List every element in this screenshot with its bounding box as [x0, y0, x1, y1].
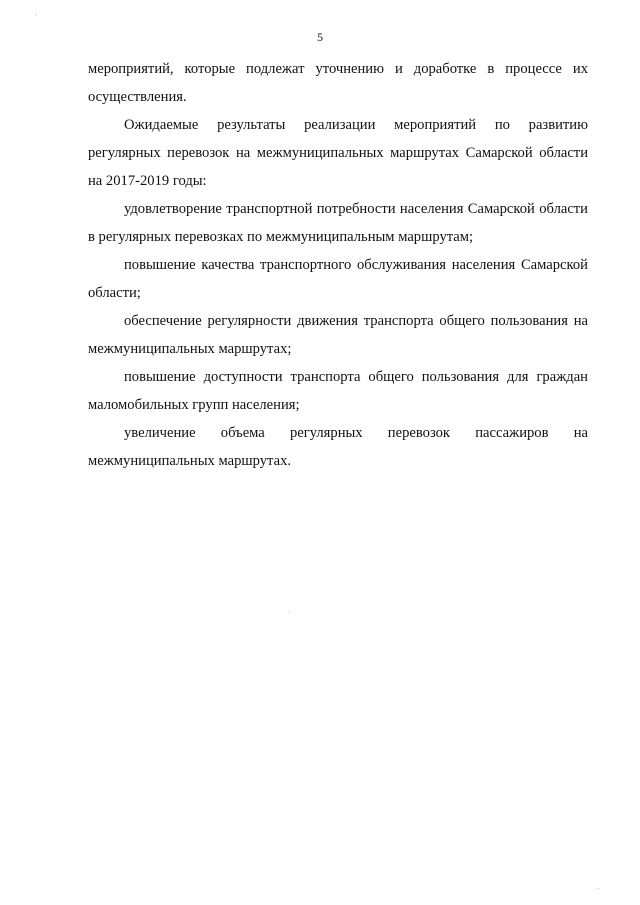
- page-number: 5: [317, 30, 323, 44]
- paragraph-expected-results: Ожидаемые результаты реализации мероприятий по развитию регулярных перевозок на межмуниципальных маршрутах Самарской области на 2017-2019 годы:: [88, 117, 588, 189]
- list-item-accessibility: повышение доступности транспорта общего пользования для граждан маломобильных групп населения;: [88, 369, 588, 413]
- document-body: [88, 55, 588, 475]
- scan-speck: [289, 612, 290, 613]
- list-item-transport-needs: удовлетворение транспортной потребности населения Самарской области в регулярных перевозках по межмуниципальным маршрутам;: [88, 201, 588, 245]
- list-item-volume-increase: увеличение объема регулярных перевозок пассажиров на межмуниципальных маршрутах.: [88, 425, 588, 469]
- list-item-service-quality: повышение качества транспортного обслуживания населения Самарской области;: [88, 257, 588, 301]
- paragraph-continuation: мероприятий, которые подлежат уточнению и доработке в процессе их осуществления.: [88, 61, 588, 105]
- scan-speck: [598, 888, 599, 889]
- scan-speck: [36, 14, 37, 15]
- list-item-regularity: обеспечение регулярности движения транспорта общего пользования на межмуниципальных маршрутах;: [88, 313, 588, 357]
